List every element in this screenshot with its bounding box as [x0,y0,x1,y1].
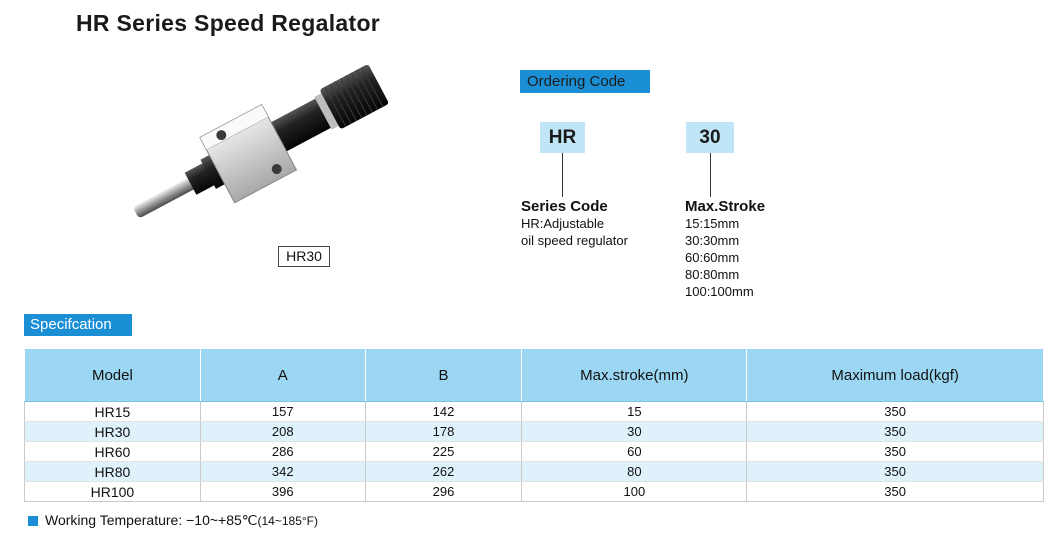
table-row [25,422,1044,442]
table-cell: 225 [365,442,522,462]
column-header: Max.stroke(mm) [522,349,747,402]
series-code-title: Series Code [521,198,608,215]
table-cell: HR100 [25,482,201,502]
max-stroke-option: 30:30mm [685,233,740,248]
max-stroke-title: Max.Stroke [685,198,766,215]
table-cell: 296 [365,482,522,502]
max-stroke-option: 80:80mm [685,267,740,282]
table-row [25,482,1044,502]
product-caption: HR30 [278,246,330,267]
ordering-code-heading: Ordering Code [520,70,650,93]
column-header: A [200,349,365,402]
table-cell: 350 [747,462,1044,482]
table-cell: HR80 [25,462,201,482]
series-code-line: HR:Adjustable [521,216,605,231]
table-cell: 342 [200,462,365,482]
table-cell: 100 [522,482,747,502]
table-cell: HR30 [25,422,201,442]
table-cell: 350 [747,402,1044,422]
working-temperature-text: Working Temperature: −10~+85℃ [45,512,258,528]
table-cell: 350 [747,482,1044,502]
page-title: HR Series Speed Regalator [76,10,381,36]
series-code-line: oil speed regulator [521,233,628,248]
stroke-code-box: 30 [686,122,734,153]
table-cell: HR60 [25,442,201,462]
specification-table [24,348,1044,502]
table-cell: 157 [200,402,365,422]
table-cell: 30 [522,422,747,442]
table-row [25,442,1044,462]
table-cell: 350 [747,422,1044,442]
stroke-connector-line [710,153,711,197]
table-cell: 142 [365,402,522,422]
series-code-description [521,198,628,249]
table-row [25,402,1044,422]
table-cell: HR15 [25,402,201,422]
specification-heading: Specifcation [24,314,132,336]
table-cell: 15 [522,402,747,422]
series-connector-line [562,153,563,197]
working-temperature-note [28,512,318,529]
table-cell: 350 [747,442,1044,462]
table-cell: 60 [522,442,747,462]
table-cell: 178 [365,422,522,442]
max-stroke-option: 60:60mm [685,250,740,265]
table-cell: 208 [200,422,365,442]
speed-regulator-image [118,62,418,222]
table-cell: 262 [365,462,522,482]
working-temperature-fahrenheit: (14~185°F) [257,514,318,528]
column-header: Model [25,349,201,402]
table-cell: 80 [522,462,747,482]
column-header: B [365,349,522,402]
max-stroke-option: 100:100mm [685,284,754,299]
max-stroke-option: 15:15mm [685,216,740,231]
square-bullet-icon [28,516,38,526]
table-header-row [25,349,1044,402]
table-cell: 396 [200,482,365,502]
series-code-box: HR [540,122,585,153]
column-header: Maximum load(kgf) [747,349,1044,402]
table-row [25,462,1044,482]
table-cell: 286 [200,442,365,462]
max-stroke-description [685,198,765,300]
